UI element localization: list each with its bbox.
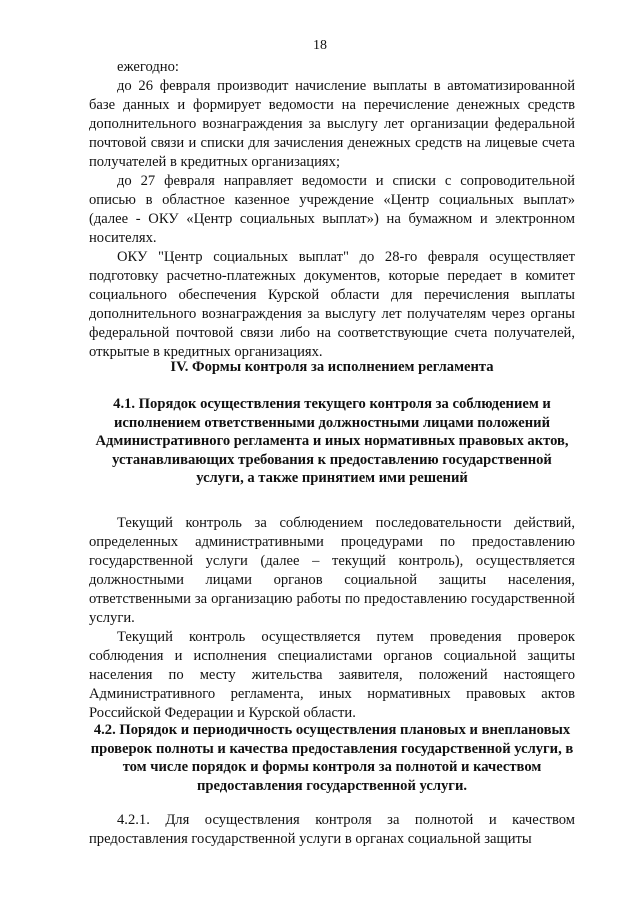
paragraph-current-control-definition: Текущий контроль за соблюдением последовательности действий, определенных административными процедурами по предоставлению государственной услуги (далее – текущий контроль), осуществляется должностными лицами органов социальной защиты населения, ответственными за организацию работы по предоставлению государственной услуги. — [89, 515, 575, 626]
page-number: 18 — [313, 38, 327, 53]
text-block-4-2-1 — [89, 811, 575, 849]
paragraph-annually: ежегодно: — [117, 59, 179, 75]
text-block-current-control — [89, 514, 575, 723]
paragraph-4-2-1: 4.2.1. Для осуществления контроля за полнотой и качеством предоставления государственной услуги в органах социальной защиты — [89, 812, 575, 847]
subsection-title-4-2: 4.2. Порядок и периодичность осуществления плановых и внеплановых проверок полноты и качества предоставления государственной услуги, в том числе порядок и формы контроля за полнотой и качеством предоставления государственной услуги. — [90, 722, 574, 794]
paragraph-feb-27: до 27 февраля направляет ведомости и списки с сопроводительной описью в областное казенное учреждение «Центр социальных выплат» (далее - ОКУ «Центр социальных выплат») на бумажном и электронном носителях. — [89, 173, 575, 246]
paragraph-oku-feb-28: ОКУ "Центр социальных выплат" до 28-го февраля осуществляет подготовку расчетно-платежных документов, которые передает в комитет социального обеспечения Курской области для перечисления выплаты дополнительного вознаграждения за выслугу лет получателям через органы федеральной почтовой связи либо на соответствующие счета получателей, открытые в кредитных организациях. — [89, 249, 575, 360]
paragraph-feb-26: до 26 февраля производит начисление выплаты в автоматизированной базе данных и формирует ведомости на перечисление денежных средств дополнительного вознаграждения за выслугу лет организации федеральной почтовой связи и списки для зачисления денежных средств на лицевые счета получателей в кредитных организациях; — [89, 78, 575, 170]
section-title-iv: IV. Формы контроля за исполнением регламента — [170, 359, 494, 375]
subsection-title-4-1: 4.1. Порядок осуществления текущего контроля за соблюдением и исполнением ответственными должностными лицами положений Административного регламента и иных нормативных правовых актов, устанавливающих требования к предоставлению государственной услуги, а также принятием ими решений — [95, 396, 569, 486]
text-block-payment-schedule — [89, 58, 575, 362]
paragraph-current-control-method: Текущий контроль осуществляется путем проведения проверок соблюдения и исполнения специалистами органов социальной защиты населения по месту жительства заявителя, положений настоящего Административного регламента, иных нормативных правовых актов Российской Федерации и Курской области. — [89, 629, 575, 721]
